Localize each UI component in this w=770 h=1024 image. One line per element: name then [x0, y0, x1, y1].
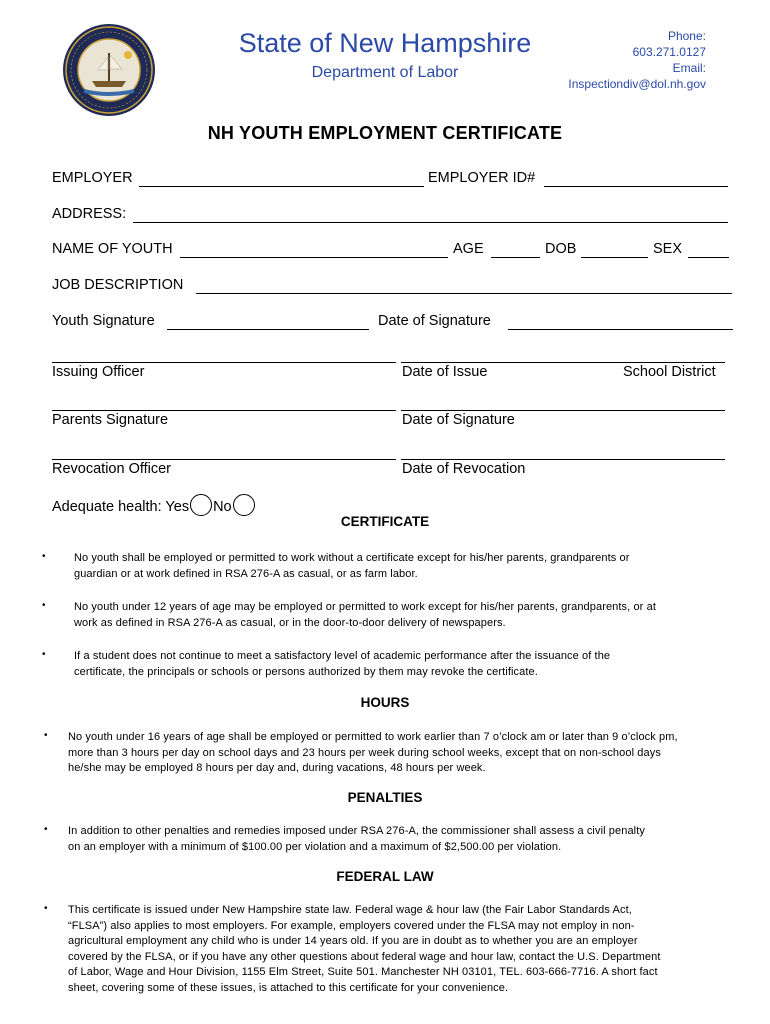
date-of-signature-label: Date of Signature — [378, 313, 491, 329]
text-line: sheet, covering some of these issues, is attached to this certificate for your convenience. — [68, 981, 509, 994]
text-line: agricultural employment any child who is under 14 years old. If you are in doubt as to whether you are an employer — [68, 935, 638, 947]
phone-label: Phone: — [667, 29, 706, 43]
revocation-officer-line[interactable] — [52, 459, 396, 460]
employer-id-label: EMPLOYER ID# — [428, 170, 536, 186]
parents-date-line[interactable] — [401, 410, 725, 411]
parents-signature-label: Parents Signature — [52, 412, 169, 428]
bullet-icon: • — [42, 600, 46, 611]
age-label: AGE — [453, 241, 484, 257]
date-of-issue-label: Date of Issue — [402, 364, 488, 380]
text-line: more than 3 hours per day on school days and 23 hours per week during school weeks, except that on non-school days — [68, 746, 661, 759]
parents-signature-line[interactable] — [52, 410, 396, 411]
employer-line[interactable] — [139, 186, 424, 187]
yes-radio-icon[interactable] — [190, 494, 212, 516]
parents-date-of-signature-label: Date of Signature — [402, 412, 515, 428]
text-line: In addition to other penalties and remedies imposed under RSA 276-A, the commissioner shall assess a civil penalty — [68, 825, 645, 837]
text-line: certificate, the principals or schools or persons authorized by them may revoke the certificate. — [74, 665, 538, 678]
revocation-date-line[interactable] — [401, 459, 725, 460]
certificate-heading: CERTIFICATE — [340, 514, 430, 529]
name-of-youth-label: NAME OF YOUTH — [52, 241, 173, 257]
no-radio-icon[interactable] — [233, 494, 255, 516]
state-seal-icon — [62, 23, 156, 117]
agency-name: State of New Hampshire — [238, 28, 532, 58]
email-label: Email: — [672, 61, 706, 75]
text-line: covered by the FLSA, or if you have any other questions about federal wage and hour law, contact the U.S. Department — [68, 950, 661, 963]
department-name: Department of Labor — [311, 64, 459, 81]
issuing-officer-label: Issuing Officer — [52, 364, 145, 380]
school-district-label: School District — [623, 364, 716, 380]
federal-law-paragraph — [68, 903, 758, 996]
hours-heading: HOURS — [360, 695, 410, 710]
text-line: “FLSA”) also applies to most employers. For example, employers covered under the FLSA may not employ in non- — [68, 919, 635, 932]
sex-line[interactable] — [688, 257, 729, 258]
federal-law-heading: FEDERAL LAW — [336, 869, 434, 884]
no-label: No — [213, 499, 232, 515]
dob-line[interactable] — [581, 257, 648, 258]
job-description-label: JOB DESCRIPTION — [52, 277, 184, 293]
email-address: Inspectiondiv@dol.nh.gov — [568, 77, 706, 91]
contact-block — [568, 28, 706, 92]
penalties-heading: PENALTIES — [347, 790, 423, 805]
certificate-paragraph-3 — [74, 649, 754, 680]
certificate-paragraph-2 — [74, 600, 754, 631]
employer-label: EMPLOYER — [52, 170, 133, 186]
issue-date-district-line[interactable] — [401, 362, 725, 363]
bullet-icon: • — [44, 903, 48, 914]
adequate-health-label: Adequate health: Yes — [52, 499, 190, 515]
text-line: If a student does not continue to meet a satisfactory level of academic performance after the issuance of the — [74, 650, 611, 662]
adequate-health-row — [52, 494, 256, 516]
penalties-paragraph — [68, 824, 758, 855]
document-title: NH YOUTH EMPLOYMENT CERTIFICATE — [207, 123, 563, 143]
issuing-officer-line[interactable] — [52, 362, 396, 363]
text-line: of Labor, Wage and Hour Division, 1155 Elm Street, Suite 501. Manchester NH 03101, TEL. 603-666-7716. A short fact — [68, 966, 658, 978]
name-of-youth-line[interactable] — [180, 257, 448, 258]
text-line: This certificate is issued under New Hampshire state law. Federal wage & hour law (the Fair Labor Standards Act, — [68, 904, 632, 916]
address-label: ADDRESS: — [52, 206, 127, 222]
hours-paragraph — [68, 730, 758, 777]
text-line: guardian or at work defined in RSA 276-A as casual, or as farm labor. — [74, 567, 418, 580]
certificate-paragraph-1 — [74, 551, 754, 582]
bullet-icon: • — [44, 824, 48, 835]
text-line: No youth under 16 years of age shall be employed or permitted to work earlier than 7 o’clock am or later than 9 o’clock pm, — [68, 731, 678, 743]
text-line: he/she may be employed 8 hours per day and, during vacations, 48 hours per week. — [68, 762, 486, 774]
revocation-officer-label: Revocation Officer — [52, 461, 172, 477]
text-line: on an employer with a minimum of $100.00 per violation and a maximum of $2,500.00 per violation. — [68, 840, 562, 853]
text-line: No youth shall be employed or permitted to work without a certificate except for his/her parents, grandparents or — [74, 552, 630, 564]
date-of-signature-line[interactable] — [508, 329, 733, 330]
bullet-icon: • — [42, 649, 46, 660]
dob-label: DOB — [545, 241, 577, 257]
youth-signature-label: Youth Signature — [52, 313, 155, 329]
youth-signature-line[interactable] — [167, 329, 369, 330]
text-line: work as defined in RSA 276-A as casual, or in the door-to-door delivery of newspapers. — [74, 616, 506, 629]
job-description-line[interactable] — [196, 293, 732, 294]
bullet-icon: • — [42, 551, 46, 562]
address-line[interactable] — [133, 222, 728, 223]
employer-id-line[interactable] — [544, 186, 728, 187]
date-of-revocation-label: Date of Revocation — [402, 461, 526, 477]
phone-number: 603.271.0127 — [632, 45, 706, 59]
age-line[interactable] — [491, 257, 540, 258]
sex-label: SEX — [653, 241, 683, 257]
text-line: No youth under 12 years of age may be employed or permitted to work except for his/her parents, grandparents, or at — [74, 601, 656, 613]
bullet-icon: • — [44, 730, 48, 741]
